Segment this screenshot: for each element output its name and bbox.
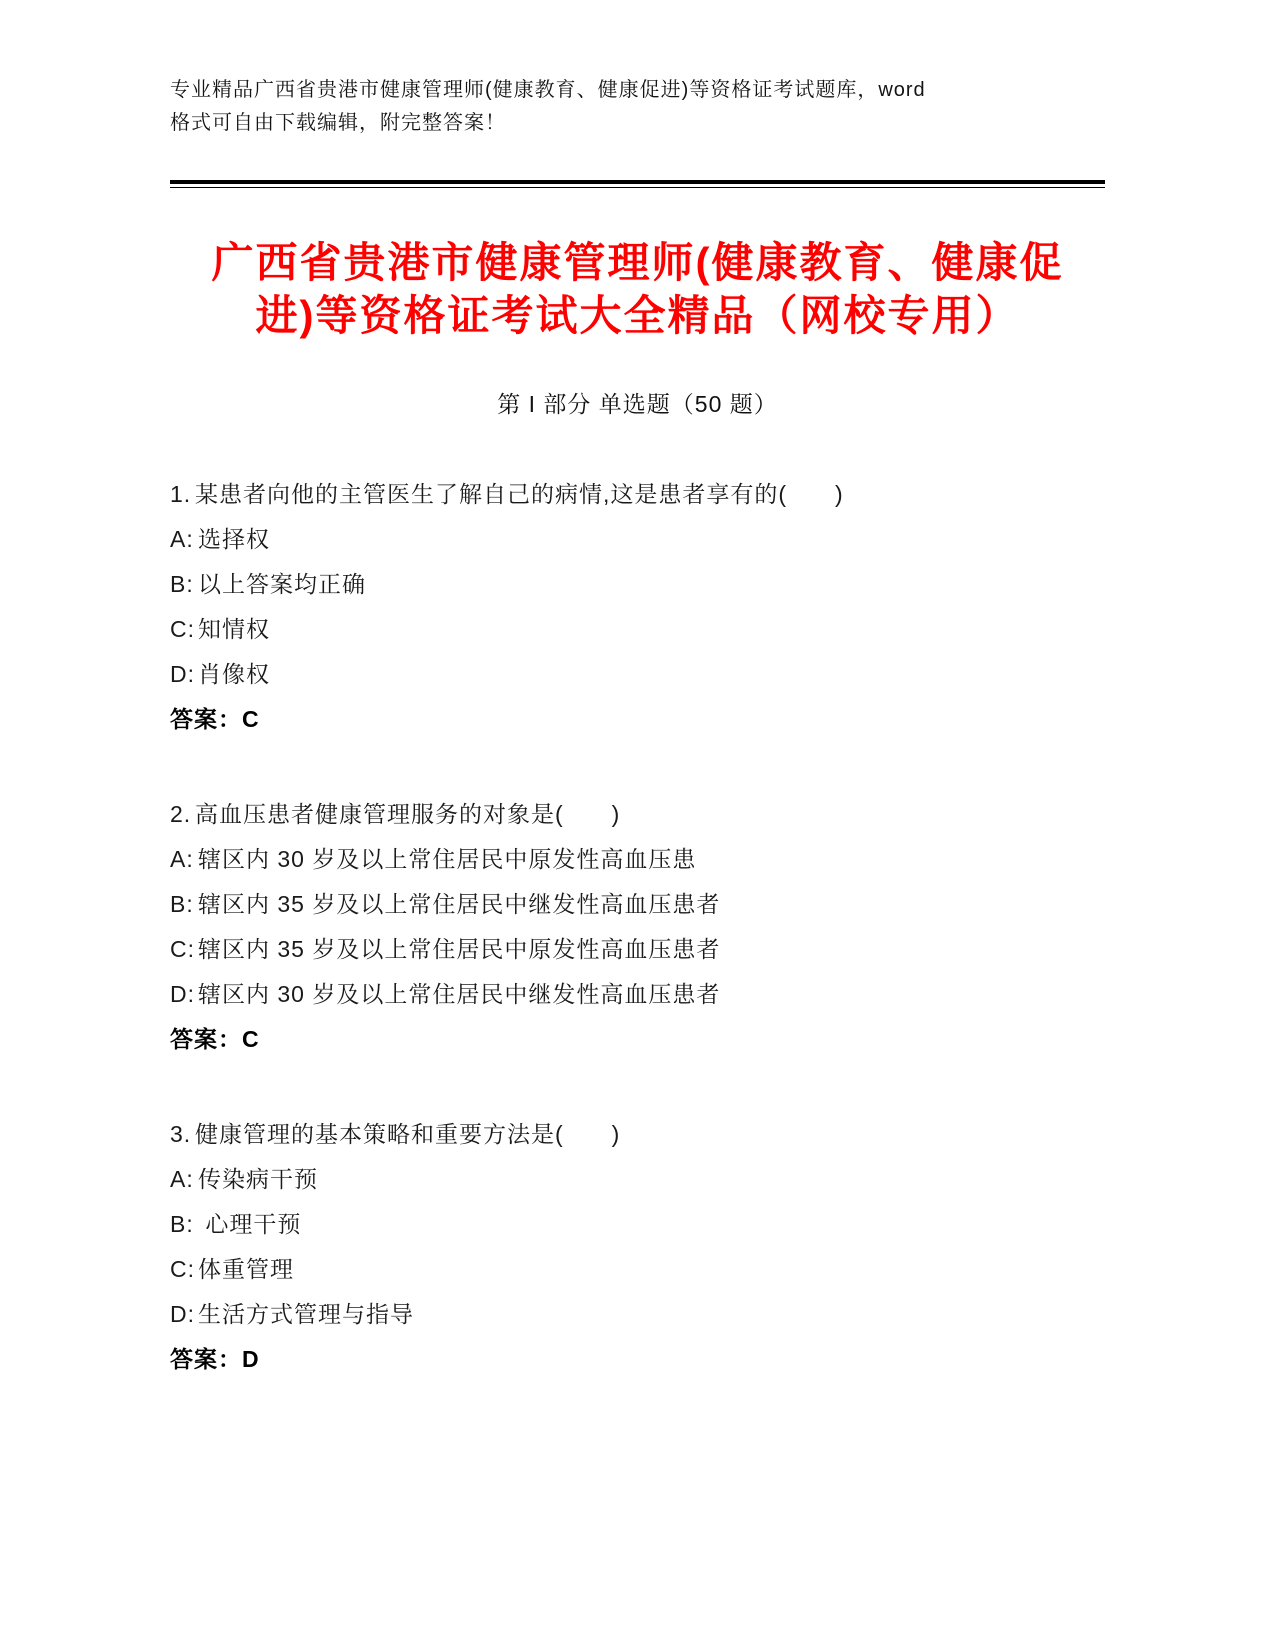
option-c [170, 607, 1105, 652]
option-d [170, 652, 1105, 697]
option-text: 辖区内 30 岁及以上常住居民中原发性高血压患 [198, 846, 697, 872]
answer-value: D [242, 1346, 260, 1372]
option-label: B: [170, 571, 194, 597]
question-1 [170, 472, 1105, 742]
option-c [170, 927, 1105, 972]
option-label: C: [170, 616, 195, 642]
option-label: C: [170, 1256, 195, 1282]
option-a [170, 1157, 1105, 1202]
option-b [170, 1202, 1105, 1247]
option-a [170, 517, 1105, 562]
question-text [170, 472, 1105, 517]
option-label: B: [170, 1211, 194, 1237]
question-list [170, 472, 1105, 1382]
option-label: A: [170, 526, 194, 552]
header-note-line2: 格式可自由下载编辑，附完整答案！ [170, 112, 506, 134]
question-body: 高血压患者健康管理服务的对象是( ) [195, 801, 621, 827]
header-divider [170, 180, 1105, 188]
option-label: A: [170, 1166, 194, 1192]
question-number: 3. [170, 1121, 192, 1147]
header-note [170, 74, 1105, 140]
option-text: 以上答案均正确 [198, 571, 366, 597]
option-text: 传染病干预 [198, 1166, 318, 1192]
option-a [170, 837, 1105, 882]
option-label: D: [170, 1301, 195, 1327]
answer-label: 答案： [170, 706, 242, 732]
question-number: 1. [170, 481, 192, 507]
option-label: D: [170, 661, 195, 687]
option-b [170, 562, 1105, 607]
option-label: D: [170, 981, 195, 1007]
option-text: 选择权 [198, 526, 270, 552]
answer-value: C [242, 1026, 260, 1052]
answer-line [170, 697, 1105, 742]
header-note-line1: 专业精品广西省贵港市健康管理师(健康教育、健康促进)等资格证考试题库，word [170, 79, 926, 101]
question-3 [170, 1112, 1105, 1382]
question-body: 某患者向他的主管医生了解自己的病情,这是患者享有的( ) [195, 481, 844, 507]
option-text: 心理干预 [198, 1211, 302, 1237]
question-2 [170, 792, 1105, 1062]
answer-label: 答案： [170, 1346, 242, 1372]
option-d [170, 972, 1105, 1017]
option-label: B: [170, 891, 194, 917]
option-text: 知情权 [198, 616, 270, 642]
document-title [170, 236, 1105, 342]
option-text: 辖区内 35 岁及以上常住居民中原发性高血压患者 [198, 936, 721, 962]
option-text: 辖区内 35 岁及以上常住居民中继发性高血压患者 [198, 891, 721, 917]
option-text: 辖区内 30 岁及以上常住居民中继发性高血压患者 [198, 981, 721, 1007]
answer-line [170, 1337, 1105, 1382]
option-d [170, 1292, 1105, 1337]
document-title-line2: 进)等资格证考试大全精品（网校专用） [255, 292, 1020, 339]
answer-label: 答案： [170, 1026, 242, 1052]
answer-value: C [242, 706, 260, 732]
option-b [170, 882, 1105, 927]
option-text: 体重管理 [198, 1256, 294, 1282]
question-text [170, 792, 1105, 837]
question-text [170, 1112, 1105, 1157]
question-number: 2. [170, 801, 192, 827]
answer-line [170, 1017, 1105, 1062]
option-label: A: [170, 846, 194, 872]
option-label: C: [170, 936, 195, 962]
document-title-line1: 广西省贵港市健康管理师(健康教育、健康促 [211, 239, 1064, 286]
option-text: 肖像权 [198, 661, 270, 687]
section-heading: 第 I 部分 单选题（50 题） [497, 391, 778, 417]
question-body: 健康管理的基本策略和重要方法是( ) [195, 1121, 621, 1147]
option-text: 生活方式管理与指导 [198, 1301, 414, 1327]
option-c [170, 1247, 1105, 1292]
